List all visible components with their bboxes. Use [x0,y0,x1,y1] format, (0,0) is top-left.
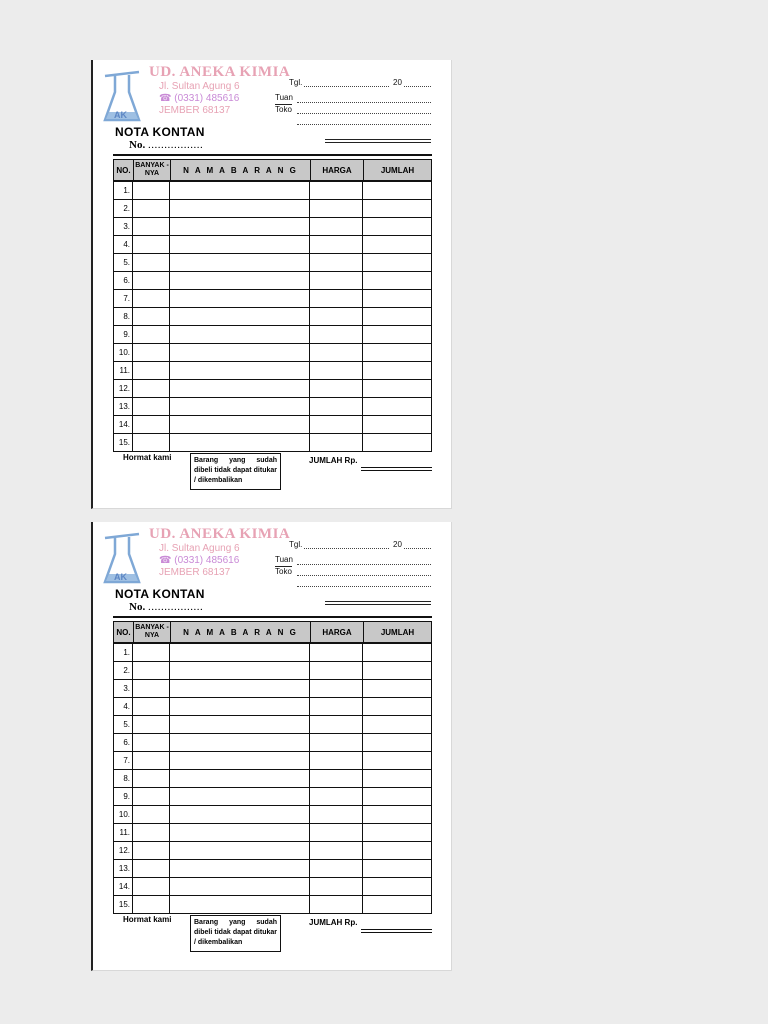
row-number: 13. [114,398,133,415]
total-cell[interactable] [363,344,432,361]
grand-total-label: JUMLAH Rp. [309,456,358,465]
tuan-field[interactable] [297,102,431,103]
qty-cell[interactable] [133,380,170,397]
total-cell[interactable] [363,218,432,235]
total-cell[interactable] [363,200,432,217]
grand-total-field[interactable] [361,929,432,930]
table-row [113,362,432,380]
svg-text:AK: AK [114,572,127,582]
toko-field[interactable] [297,113,431,114]
item-name-cell[interactable] [170,860,310,877]
grand-total-field[interactable] [361,467,432,468]
price-cell[interactable] [310,272,363,289]
item-name-cell[interactable] [170,326,310,343]
item-name-cell[interactable] [170,416,310,433]
qty-cell[interactable] [133,806,170,823]
table-row [113,200,432,218]
table-row [113,326,432,344]
price-cell[interactable] [310,380,363,397]
tuan-label: Tuan [275,555,293,564]
qty-cell[interactable] [133,182,170,199]
price-cell[interactable] [310,698,363,715]
item-name-cell[interactable] [170,698,310,715]
total-cell[interactable] [363,398,432,415]
qty-cell[interactable] [133,878,170,895]
price-cell[interactable] [310,806,363,823]
row-number: 11. [114,362,133,379]
row-number: 12. [114,842,133,859]
table-row [113,680,432,698]
total-cell[interactable] [363,236,432,253]
row-number: 9. [114,326,133,343]
row-number: 1. [114,182,133,199]
price-cell[interactable] [310,200,363,217]
row-number: 4. [114,698,133,715]
total-cell[interactable] [363,416,432,433]
item-name-cell[interactable] [170,236,310,253]
qty-cell[interactable] [133,200,170,217]
row-number: 9. [114,788,133,805]
row-number: 6. [114,734,133,751]
price-cell[interactable] [310,362,363,379]
item-name-cell[interactable] [170,398,310,415]
price-cell[interactable] [310,434,363,451]
price-cell[interactable] [310,416,363,433]
item-name-cell[interactable] [170,824,310,841]
qty-cell[interactable] [133,680,170,697]
row-number: 12. [114,380,133,397]
item-name-cell[interactable] [170,752,310,769]
qty-cell[interactable] [133,218,170,235]
row-number: 13. [114,860,133,877]
price-cell[interactable] [310,734,363,751]
row-number: 4. [114,236,133,253]
table-row [113,254,432,272]
item-name-cell[interactable] [170,290,310,307]
price-cell[interactable] [310,662,363,679]
row-number: 6. [114,272,133,289]
qty-cell[interactable] [133,254,170,271]
total-cell[interactable] [363,290,432,307]
row-number: 7. [114,752,133,769]
header-price: HARGA [311,160,364,180]
flask-logo-icon [103,530,141,588]
tuan-field[interactable] [297,564,431,565]
shop-name: UD. ANEKA KIMIA [149,64,291,80]
price-cell[interactable] [310,308,363,325]
total-cell[interactable] [363,434,432,451]
total-cell[interactable] [363,878,432,895]
table-row [113,716,432,734]
total-cell[interactable] [363,860,432,877]
table-header [113,622,432,644]
price-cell[interactable] [310,878,363,895]
total-cell[interactable] [363,896,432,913]
receipt-bottom [91,522,452,971]
total-cell[interactable] [363,842,432,859]
date-label: Tgl. [289,78,303,87]
price-cell[interactable] [310,824,363,841]
header-name: N A M A B A R A N G [171,622,311,642]
form-title: NOTA KONTAN [115,587,205,601]
table-header [113,160,432,182]
table-row [113,218,432,236]
row-number: 15. [114,896,133,913]
table-row [113,344,432,362]
price-cell[interactable] [310,896,363,913]
table-row [113,770,432,788]
row-number: 2. [114,200,133,217]
qty-cell[interactable] [133,362,170,379]
total-cell[interactable] [363,824,432,841]
table-row [113,806,432,824]
total-cell[interactable] [363,380,432,397]
year-field[interactable] [404,548,431,549]
price-cell[interactable] [310,398,363,415]
shop-phone: ☎ (0331) 485616 [159,555,240,566]
price-cell[interactable] [310,770,363,787]
item-name-cell[interactable] [170,434,310,451]
receipt-number [129,601,203,613]
table-row [113,698,432,716]
total-cell[interactable] [363,734,432,751]
total-cell[interactable] [363,326,432,343]
receipt-number [129,139,203,151]
total-cell[interactable] [363,308,432,325]
row-number: 3. [114,218,133,235]
svg-text:AK: AK [114,110,127,120]
header-price: HARGA [311,622,364,642]
signature-line-double [325,142,431,143]
table-row [113,896,432,914]
price-cell[interactable] [310,716,363,733]
date-year: 20 [393,540,402,549]
item-name-cell[interactable] [170,842,310,859]
row-number: 11. [114,824,133,841]
price-cell[interactable] [310,842,363,859]
year-field[interactable] [404,86,431,87]
items-table [113,616,432,914]
table-row [113,878,432,896]
table-row [113,752,432,770]
row-number: 8. [114,770,133,787]
item-name-cell[interactable] [170,254,310,271]
qty-cell[interactable] [133,434,170,451]
header-name: N A M A B A R A N G [171,160,311,180]
header-no: NO. [114,622,134,642]
total-cell[interactable] [363,644,432,661]
receipt-top [91,60,452,509]
price-cell[interactable] [310,218,363,235]
table-row [113,416,432,434]
item-name-cell[interactable] [170,380,310,397]
item-name-cell[interactable] [170,344,310,361]
table-row [113,236,432,254]
grand-total-underline [361,470,432,471]
total-cell[interactable] [363,788,432,805]
table-row [113,398,432,416]
row-number: 7. [114,290,133,307]
shop-phone: ☎ (0331) 485616 [159,93,240,104]
signature-line [325,601,431,602]
price-cell[interactable] [310,680,363,697]
table-row [113,272,432,290]
toko-label: Toko [275,105,292,114]
total-cell[interactable] [363,698,432,715]
qty-cell[interactable] [133,824,170,841]
receipt-number-label: No. [129,601,146,613]
row-number: 14. [114,878,133,895]
item-name-cell[interactable] [170,680,310,697]
qty-cell[interactable] [133,290,170,307]
header-qty: BANYAK -NYA [134,160,171,180]
qty-cell[interactable] [133,860,170,877]
price-cell[interactable] [310,344,363,361]
address-field[interactable] [297,124,431,125]
table-row [113,380,432,398]
item-name-cell[interactable] [170,896,310,913]
price-cell[interactable] [310,860,363,877]
price-cell[interactable] [310,326,363,343]
shop-city: JEMBER 68137 [159,567,231,578]
shop-address: Jl. Sultan Agung 6 [159,81,240,92]
tuan-label: Tuan [275,93,293,102]
item-name-cell[interactable] [170,308,310,325]
item-name-cell[interactable] [170,644,310,661]
shop-address: Jl. Sultan Agung 6 [159,543,240,554]
item-name-cell[interactable] [170,806,310,823]
qty-cell[interactable] [133,398,170,415]
item-name-cell[interactable] [170,218,310,235]
row-number: 5. [114,716,133,733]
return-policy-notice: Barang yang sudah dibeli tidak dapat ditukar / dikembalikan [190,915,281,952]
date-field[interactable] [304,548,389,549]
item-name-cell[interactable] [170,182,310,199]
row-number: 10. [114,806,133,823]
table-row [113,842,432,860]
toko-label: Toko [275,567,292,576]
item-name-cell[interactable] [170,662,310,679]
items-table [113,154,432,452]
table-rows [113,182,432,452]
row-number: 5. [114,254,133,271]
row-number: 8. [114,308,133,325]
qty-cell[interactable] [133,842,170,859]
date-year: 20 [393,78,402,87]
signature-line-double [325,604,431,605]
shop-name: UD. ANEKA KIMIA [149,526,291,542]
price-cell[interactable] [310,752,363,769]
address-field[interactable] [297,586,431,587]
total-cell[interactable] [363,716,432,733]
qty-cell[interactable] [133,734,170,751]
qty-cell[interactable] [133,896,170,913]
price-cell[interactable] [310,644,363,661]
signature-label: Hormat kami [123,915,172,924]
flask-logo-icon [103,68,141,126]
total-cell[interactable] [363,770,432,787]
item-name-cell[interactable] [170,200,310,217]
price-cell[interactable] [310,788,363,805]
total-cell[interactable] [363,272,432,289]
table-row [113,308,432,326]
row-number: 15. [114,434,133,451]
price-cell[interactable] [310,236,363,253]
qty-cell[interactable] [133,236,170,253]
date-label: Tgl. [289,540,303,549]
total-cell[interactable] [363,362,432,379]
grand-total-underline [361,932,432,933]
qty-cell[interactable] [133,716,170,733]
table-row [113,662,432,680]
qty-cell[interactable] [133,344,170,361]
item-name-cell[interactable] [170,272,310,289]
toko-field[interactable] [297,575,431,576]
qty-cell[interactable] [133,308,170,325]
table-row [113,182,432,200]
header-total: JUMLAH [364,160,432,180]
total-cell[interactable] [363,182,432,199]
total-cell[interactable] [363,680,432,697]
item-name-cell[interactable] [170,362,310,379]
row-number: 10. [114,344,133,361]
qty-cell[interactable] [133,788,170,805]
table-row [113,290,432,308]
total-cell[interactable] [363,254,432,271]
row-number: 2. [114,662,133,679]
qty-cell[interactable] [133,416,170,433]
item-name-cell[interactable] [170,770,310,787]
item-name-cell[interactable] [170,716,310,733]
price-cell[interactable] [310,290,363,307]
qty-cell[interactable] [133,752,170,769]
header-total: JUMLAH [364,622,432,642]
qty-cell[interactable] [133,662,170,679]
table-row [113,860,432,878]
price-cell[interactable] [310,254,363,271]
return-policy-notice: Barang yang sudah dibeli tidak dapat ditukar / dikembalikan [190,453,281,490]
table-row [113,824,432,842]
qty-cell[interactable] [133,770,170,787]
receipt-number-value[interactable]: ................. [147,139,204,151]
total-cell[interactable] [363,806,432,823]
table-rows [113,644,432,914]
signature-label: Hormat kami [123,453,172,462]
header-no: NO. [114,160,134,180]
qty-cell[interactable] [133,326,170,343]
qty-cell[interactable] [133,698,170,715]
shop-city: JEMBER 68137 [159,105,231,116]
signature-line [325,139,431,140]
total-cell[interactable] [363,752,432,769]
table-row [113,644,432,662]
row-number: 1. [114,644,133,661]
item-name-cell[interactable] [170,734,310,751]
receipt-number-value[interactable]: ................. [147,601,204,613]
form-title: NOTA KONTAN [115,125,205,139]
table-row [113,434,432,452]
table-row [113,788,432,806]
row-number: 14. [114,416,133,433]
date-field[interactable] [304,86,389,87]
price-cell[interactable] [310,182,363,199]
row-number: 3. [114,680,133,697]
qty-cell[interactable] [133,272,170,289]
table-row [113,734,432,752]
grand-total-label: JUMLAH Rp. [309,918,358,927]
receipt-number-label: No. [129,139,146,151]
total-cell[interactable] [363,662,432,679]
item-name-cell[interactable] [170,788,310,805]
qty-cell[interactable] [133,644,170,661]
item-name-cell[interactable] [170,878,310,895]
header-qty: BANYAK -NYA [134,622,171,642]
